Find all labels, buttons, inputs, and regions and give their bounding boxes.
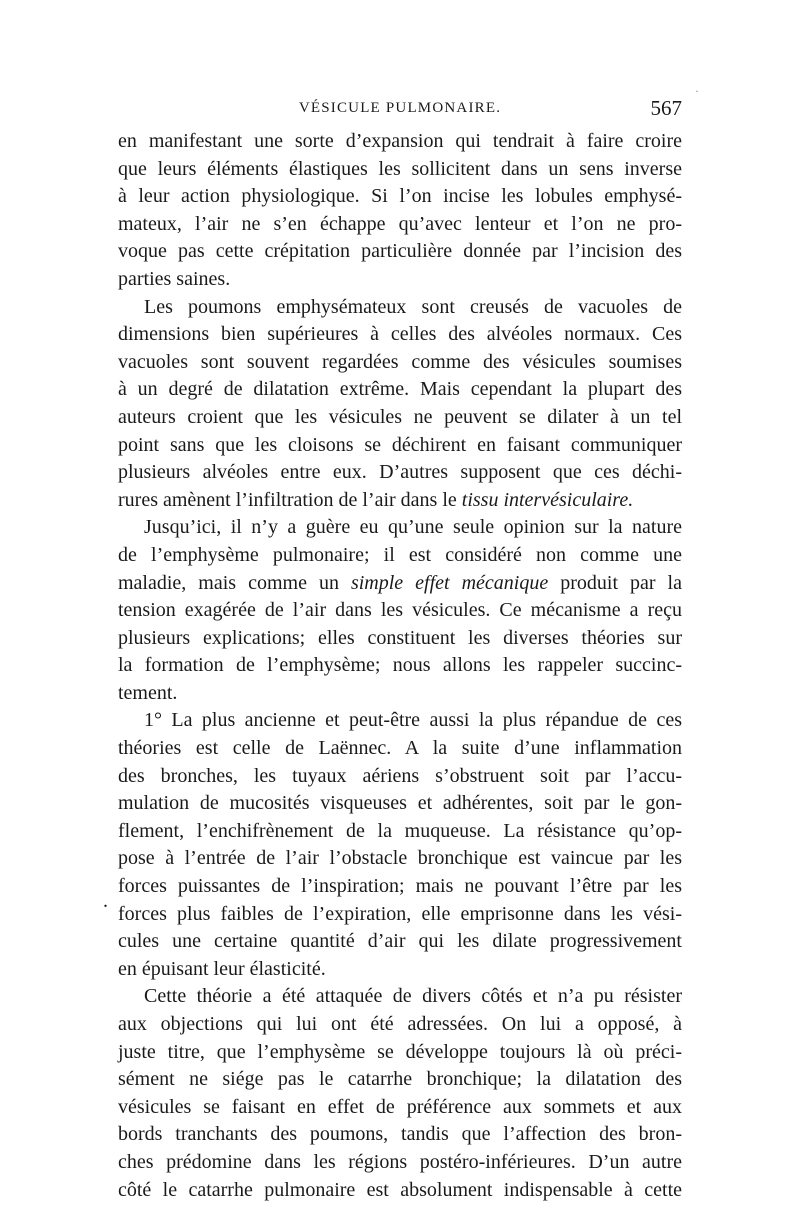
text-line	[118, 707, 682, 735]
text-line	[118, 1177, 682, 1205]
text-line	[118, 404, 682, 432]
text-segment: Cette théorie a été attaquée de divers côtés et n’a pu résister	[144, 985, 682, 1008]
text-segment: pose à l’entrée de l’air l’obstacle bronchique est vaincue par les	[118, 847, 682, 870]
text-line	[118, 1039, 682, 1067]
text-line	[118, 183, 682, 211]
body-text	[118, 128, 682, 1204]
text-segment: bords tranchants des poumons, tandis que l’affection des bron-	[118, 1123, 682, 1146]
text-line	[118, 514, 682, 542]
text-line	[118, 790, 682, 818]
text-line	[118, 873, 682, 901]
text-line	[118, 1121, 682, 1149]
text-line	[118, 928, 682, 956]
text-line	[118, 983, 682, 1011]
page-number: 567	[650, 96, 682, 120]
text-segment: des bronches, les tuyaux aériens s’obstruent soit par l’accu-	[118, 764, 682, 787]
text-segment: parties saines.	[118, 267, 231, 290]
text-line	[118, 652, 682, 680]
italic-text: simple effet mécanique	[350, 571, 549, 594]
text-segment: tension exagérée de l’air dans les vésicules. Ce mécanisme a reçu	[118, 599, 682, 622]
text-segment: dimensions bien supérieures à celles des alvéoles normaux. Ces	[118, 323, 682, 346]
text-line	[118, 266, 682, 294]
italic-text: tissu intervésiculaire.	[461, 488, 634, 511]
text-line	[118, 238, 682, 266]
text-segment: cules une certaine quantité d’air qui les dilate progressivement	[118, 930, 682, 953]
text-line	[118, 901, 682, 929]
text-line	[118, 818, 682, 846]
margin-dot: .	[103, 890, 108, 912]
text-segment: à leur action physiologique. Si l’on incise les lobules emphysé-	[118, 185, 682, 208]
text-segment: la formation de l’emphysème; nous allons les rappeler succinc-	[118, 654, 682, 677]
text-line	[118, 349, 682, 377]
text-line	[118, 597, 682, 625]
text-segment: maladie, mais comme un	[118, 571, 351, 594]
text-segment: produit par la	[548, 571, 682, 594]
text-line	[118, 487, 682, 515]
text-line	[118, 1094, 682, 1122]
text-segment: Les poumons emphysémateux sont creusés de vacuoles de	[144, 295, 682, 318]
text-segment: forces puissantes de l’inspiration; mais ne pouvant l’être par les	[118, 875, 682, 898]
text-line	[118, 956, 682, 984]
text-segment: tement.	[118, 681, 178, 704]
text-line	[118, 570, 682, 598]
text-line	[118, 211, 682, 239]
text-segment: aux objections qui lui ont été adressées. On lui a opposé, à	[118, 1013, 682, 1035]
text-segment: flement, l’enchifrènement de la muqueuse. La résistance qu’op-	[118, 819, 682, 842]
text-segment: plusieurs alvéoles entre eux. D’autres supposent que ces déchi-	[118, 461, 682, 484]
text-line	[118, 128, 682, 156]
text-line	[118, 1066, 682, 1094]
text-segment: rures amènent l’infiltration de l’air dans le	[118, 488, 462, 511]
text-segment: théories est celle de Laënnec. A la suite d’une inflammation	[118, 737, 682, 760]
running-title: VÉSICULE PULMONAIRE.	[298, 100, 502, 116]
text-segment: sément ne siége pas le catarrhe bronchique; la dilatation des	[118, 1068, 682, 1091]
text-line	[118, 156, 682, 184]
text-line	[118, 376, 682, 404]
text-line	[118, 459, 682, 487]
text-segment: juste titre, que l’emphysème se développe toujours là où préci-	[118, 1040, 682, 1063]
text-line	[118, 1011, 682, 1039]
text-segment: point sans que les cloisons se déchirent en faisant communiquer	[118, 433, 682, 456]
text-line	[118, 542, 682, 570]
text-line	[118, 1149, 682, 1177]
text-segment: mateux, l’air ne s’en échappe qu’avec lenteur et l’on ne pro-	[118, 212, 682, 235]
text-line	[118, 763, 682, 791]
page-header	[118, 96, 682, 124]
text-line	[118, 321, 682, 349]
text-segment: Jusqu’ici, il n’y a guère eu qu’une seule opinion sur la nature	[144, 516, 682, 539]
text-segment: vésicules se faisant en effet de préférence aux sommets et aux	[118, 1095, 682, 1118]
text-segment: vacuoles sont souvent regardées comme des vésicules soumises	[118, 350, 682, 373]
margin-mark: ·	[695, 84, 699, 98]
text-segment: plusieurs explications; elles constituent les diverses théories sur	[118, 626, 682, 649]
text-segment: mulation de mucosités visqueuses et adhérentes, soit par le gon-	[118, 792, 682, 815]
text-line	[118, 845, 682, 873]
text-segment: forces plus faibles de l’expiration, elle emprisonne dans les vési-	[118, 902, 682, 925]
text-segment: en épuisant leur élasticité.	[118, 957, 326, 980]
text-line	[118, 680, 682, 708]
text-segment: voque pas cette crépitation particulière donnée par l’incision des	[118, 240, 682, 263]
text-line	[118, 625, 682, 653]
text-segment: en manifestant une sorte d’expansion qui tendrait à faire croire	[118, 130, 682, 152]
text-segment: ches prédomine dans les régions postéro-inférieures. D’un autre	[118, 1150, 682, 1173]
text-segment: que leurs éléments élastiques les sollicitent dans un sens inverse	[118, 157, 682, 180]
text-line	[118, 294, 682, 322]
text-segment: 1° La plus ancienne et peut-être aussi la plus répandue de ces	[144, 709, 682, 732]
text-line	[118, 432, 682, 460]
text-segment: à un degré de dilatation extrême. Mais cependant la plupart des	[118, 378, 682, 401]
text-segment: auteurs croient que les vésicules ne peuvent se dilater à un tel	[118, 405, 682, 428]
text-segment: de l’emphysème pulmonaire; il est considéré non comme une	[118, 543, 682, 566]
text-segment: côté le catarrhe pulmonaire est absolument indispensable à cette	[118, 1178, 682, 1201]
text-line	[118, 735, 682, 763]
